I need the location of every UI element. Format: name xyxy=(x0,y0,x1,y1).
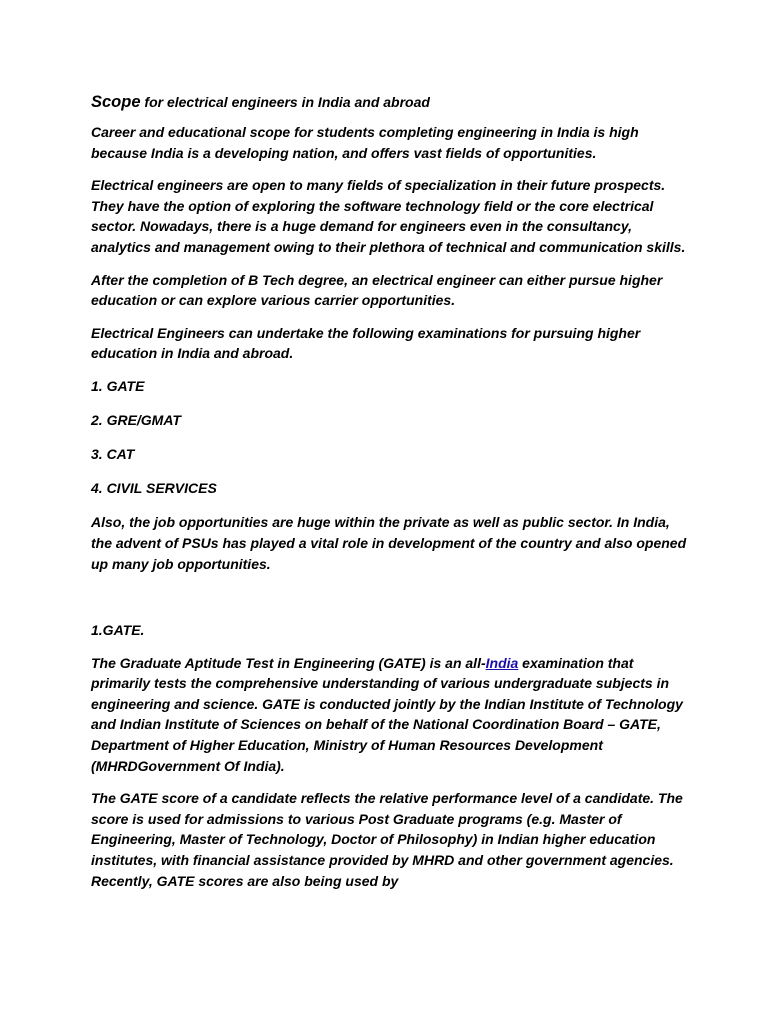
intro-paragraph-after-btech: After the completion of B Tech degree, an electrical engineer can either pursue higher education or can explore various carrier opportunities. xyxy=(91,271,663,309)
gate-paragraph-intro xyxy=(91,653,688,777)
gate-section-heading: 1.GATE. xyxy=(91,622,145,639)
gate-paragraph-intro-rest: examination that primarily tests the comprehensive understanding of various undergraduate subjects in engineering and science. GATE is conducted jointly by the Indian Institute of Technology and Indian Institute of Sciences on behalf of the National Coordination Board – GATE, Department of Higher Education, Ministry of Human Resources Development (MHRDGovernment Of India). xyxy=(91,654,683,774)
intro-paragraph-specialization: Electrical engineers are open to many fields of specialization in their future prospects. They have the option of exploring the software technology field or the core electrical sector. Nowadays, there is a huge demand for engineers even in the consultancy, analytics and management owing to their plethora of technical and communication skills. xyxy=(91,177,686,255)
intro-paragraph-career: Career and educational scope for students completing engineering in India is high because India is a developing nation, and offers vast fields of opportunities. xyxy=(91,124,639,161)
document-title xyxy=(91,92,688,112)
gate-paragraph-intro-start: The Graduate Aptitude Test in Engineering (GATE) is an all- xyxy=(91,654,486,671)
section-spacer xyxy=(91,586,688,620)
india-link[interactable]: India xyxy=(485,654,519,671)
intro-paragraph-examinations: Electrical Engineers can undertake the following examinations for pursuing higher education in India and abroad. xyxy=(91,324,641,362)
gate-paragraph-score: The GATE score of a candidate reflects the relative performance level of a candidate. The score is used for admissions to various Post Graduate programs (e.g. Master of Engineering, Master of Technology, Doctor of Philosophy) in Indian higher education institutes, with financial assistance provided by MHRD and other government agencies. Recently, GATE scores are also being used by xyxy=(91,790,683,889)
title-lead-word: Scope xyxy=(91,93,141,111)
title-rest: for electrical engineers in India and abroad xyxy=(140,94,430,110)
exam-list-item-cat: 3. CAT xyxy=(91,446,135,463)
exam-list-item-gre-gmat: 2. GRE/GMAT xyxy=(91,412,181,429)
jobs-paragraph: Also, the job opportunities are huge within the private as well as public sector. In India, the advent of PSUs has played a vital role in development of the country and also opened up many job opportunities. xyxy=(91,514,687,572)
exam-list-item-gate: 1. GATE xyxy=(91,377,145,394)
exam-list-item-civil-services: 4. CIVIL SERVICES xyxy=(91,480,217,497)
